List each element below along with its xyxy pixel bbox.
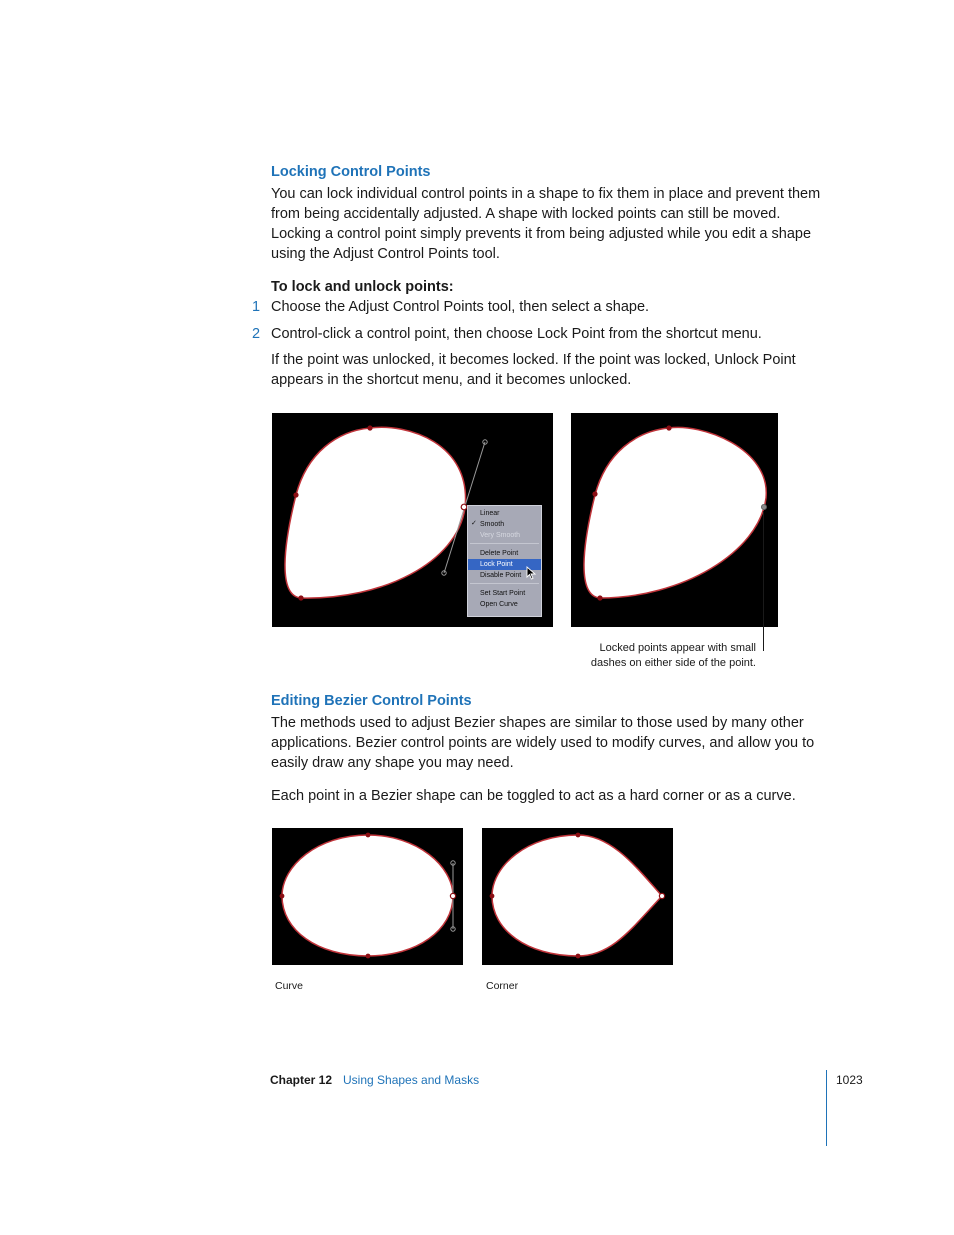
- figure-caption: [580, 641, 756, 671]
- locking-paragraph: [271, 184, 841, 264]
- text-line: If the point was unlocked, it becomes locked. If the point was locked, Unlock Point: [271, 352, 796, 368]
- figure-label-curve: Curve: [275, 980, 304, 992]
- bezier-paragraph: [271, 713, 841, 773]
- text-line: The methods used to adjust Bezier shapes are similar to those used by many other: [271, 715, 804, 731]
- bezier-shape-illustration: [571, 413, 778, 627]
- shortcut-menu: [467, 505, 542, 617]
- figure-curve: [272, 828, 463, 965]
- footer-divider: [826, 1070, 827, 1146]
- footer-chapter: Chapter 12: [270, 1073, 333, 1087]
- bezier-curve-illustration: [272, 828, 463, 965]
- menu-separator: [470, 583, 539, 584]
- text-line: easily draw any shape you may need.: [271, 755, 514, 771]
- text-line: from being accidentally adjusted. A shape with locked points can still be moved.: [271, 206, 781, 222]
- result-paragraph: [271, 350, 841, 390]
- text-line: applications. Bezier control points are widely used to modify curves, and allow you to: [271, 735, 815, 751]
- menu-item-set-start-point[interactable]: Set Start Point: [480, 590, 526, 597]
- menu-item-open-curve[interactable]: Open Curve: [480, 601, 518, 608]
- figure-corner: [482, 828, 673, 965]
- page-number: 1023: [836, 1073, 863, 1087]
- section-heading-locking: Locking Control Points: [271, 164, 431, 180]
- checkmark-icon: ✓: [471, 520, 477, 527]
- step-number: 1: [252, 299, 261, 315]
- step-text: Control-click a control point, then choose Lock Point from the shortcut menu.: [271, 326, 762, 342]
- menu-item-smooth[interactable]: Smooth: [480, 521, 505, 528]
- caption-line: Locked points appear with small: [599, 642, 756, 654]
- caption-line: dashes on either side of the point.: [590, 657, 756, 669]
- task-heading: To lock and unlock points:: [271, 279, 454, 295]
- step-text: Choose the Adjust Control Points tool, then select a shape.: [271, 299, 650, 315]
- menu-item-lock-point[interactable]: Lock Point: [468, 559, 541, 570]
- text-line: You can lock individual control points in a shape to fix them in place and prevent them: [271, 186, 821, 202]
- figure-lock-point-menu: [272, 413, 553, 627]
- text-line: using the Adjust Control Points tool.: [271, 246, 500, 262]
- menu-item-disable-point[interactable]: Disable Point: [480, 572, 522, 579]
- text-line: Locking a control point simply prevents it from being adjusted while you edit a shape: [271, 226, 812, 242]
- menu-item-delete-point[interactable]: Delete Point: [480, 550, 519, 557]
- cursor-arrow-icon: [526, 566, 538, 580]
- menu-item-very-smooth: Very Smooth: [480, 532, 521, 539]
- text-line: appears in the shortcut menu, and it becomes unlocked.: [271, 372, 632, 388]
- bezier-toggle-paragraph: Each point in a Bezier shape can be toggled to act as a hard corner or as a curve.: [271, 788, 796, 804]
- footer-chapter-title[interactable]: Using Shapes and Masks: [343, 1073, 480, 1087]
- bezier-corner-illustration: [482, 828, 673, 965]
- menu-item-linear[interactable]: Linear: [480, 510, 500, 517]
- figure-locked-point: [571, 413, 778, 627]
- step-number: 2: [252, 326, 261, 342]
- menu-separator: [470, 543, 539, 544]
- section-heading-editing-bezier: Editing Bezier Control Points: [271, 693, 472, 709]
- callout-line: [763, 511, 764, 651]
- figure-label-corner: Corner: [486, 980, 519, 992]
